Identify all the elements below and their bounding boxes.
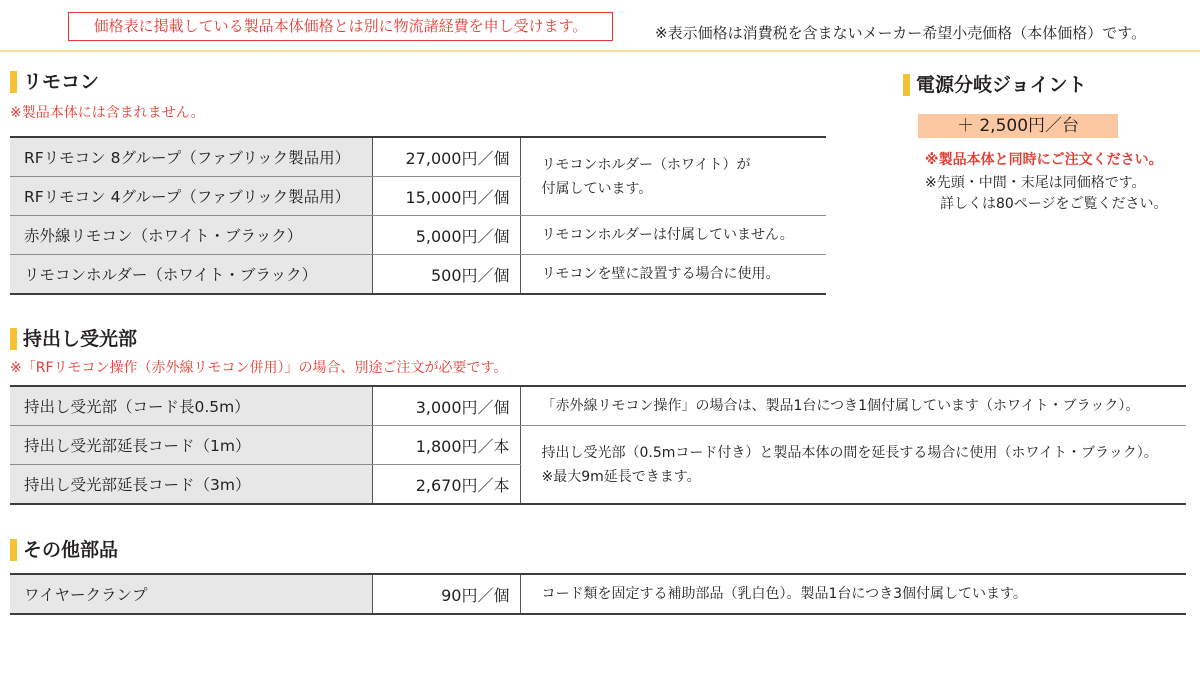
price-cell: 1,800円／本 [372, 426, 520, 465]
description-line: リモコンホルダーは付属していません。 [541, 227, 794, 243]
product-name-cell: 持出し受光部延長コード（1m） [10, 426, 372, 465]
shipping-cost-notice: 価格表に掲載している製品本体価格とは別に物流諸経費を申し受けます。 [68, 12, 613, 41]
table-row [10, 137, 826, 177]
power-joint-reference-note: 詳しくは80ページをご覧ください。 [940, 196, 1168, 212]
description-line: ※最大9m延長できます。 [541, 468, 701, 485]
price-cell: 90円／個 [372, 574, 520, 614]
section-title: その他部品 [23, 539, 119, 561]
description-cell [520, 426, 1186, 505]
description-line: 付属しています。 [541, 180, 653, 197]
description-cell [520, 574, 1186, 614]
product-name-cell: RFリモコン 4グループ（ファブリック製品用） [10, 177, 372, 216]
price-cell: 3,000円／個 [372, 386, 520, 426]
section-title: 電源分岐ジョイント [916, 74, 1087, 96]
description-cell [520, 137, 826, 216]
product-name-cell: 持出し受光部（コード長0.5m） [10, 386, 372, 426]
description-cell [520, 386, 1186, 426]
description-line: 「赤外線リモコン操作」の場合は、製品1台につき1個付属しています（ホワイト・ブラック）。 [541, 398, 1140, 414]
section-title: 持出し受光部 [23, 328, 138, 350]
product-name-cell: ワイヤークランプ [10, 574, 372, 614]
product-name-cell: RFリモコン 8グループ（ファブリック製品用） [10, 137, 372, 177]
remote-note: ※製品本体には含まれません。 [10, 105, 205, 121]
section-heading-remote [10, 71, 99, 93]
price-cell: 5,000円／個 [372, 216, 520, 255]
other-parts-price-table [10, 573, 1186, 615]
description-cell [520, 216, 826, 255]
description-cell [520, 255, 826, 295]
table-row [10, 216, 826, 255]
heading-accent-bar [903, 74, 910, 96]
price-cell: 500円／個 [372, 255, 520, 295]
table-row [10, 426, 1186, 465]
product-name-cell: リモコンホルダー（ホワイト・ブラック） [10, 255, 372, 295]
power-joint-price-note: ※先頭・中間・末尾は同価格です。 [925, 175, 1146, 191]
heading-accent-bar [10, 328, 17, 350]
price-cell: 15,000円／個 [372, 177, 520, 216]
product-name-cell: 持出し受光部延長コード（3m） [10, 465, 372, 505]
remote-price-table [10, 136, 826, 295]
table-row [10, 386, 1186, 426]
receiver-price-table [10, 385, 1186, 505]
table-row [10, 255, 826, 295]
price-cell: 27,000円／個 [372, 137, 520, 177]
description-line: リモコンホルダー（ホワイト）が [541, 156, 751, 173]
section-heading-receiver [10, 328, 137, 350]
section-heading-power-joint [903, 74, 1087, 96]
description-line: リモコンを壁に設置する場合に使用。 [541, 266, 780, 282]
receiver-note: ※「RFリモコン操作（赤外線リモコン併用）」の場合、別途ご注文が必要です。 [10, 360, 508, 376]
description-line: 持出し受光部（0.5mコード付き）と製品本体の間を延長する場合に使用（ホワイト・ブラック）。 [541, 444, 1158, 461]
section-title: リモコン [23, 71, 100, 93]
power-joint-price: ＋ 2,500円／台 [918, 114, 1118, 138]
product-name-cell: 赤外線リモコン（ホワイト・ブラック） [10, 216, 372, 255]
header-divider [0, 50, 1200, 52]
price-cell: 2,670円／本 [372, 465, 520, 505]
section-heading-other-parts [10, 539, 118, 561]
heading-accent-bar [10, 71, 17, 93]
power-joint-order-note: ※製品本体と同時にご注文ください。 [925, 152, 1163, 168]
description-line: コード類を固定する補助部品（乳白色）。製品1台につき3個付属しています。 [541, 586, 1027, 602]
tax-note: ※表示価格は消費税を含まないメーカー希望小売価格（本体価格）です。 [655, 24, 1147, 42]
heading-accent-bar [10, 539, 17, 561]
table-row [10, 574, 1186, 614]
